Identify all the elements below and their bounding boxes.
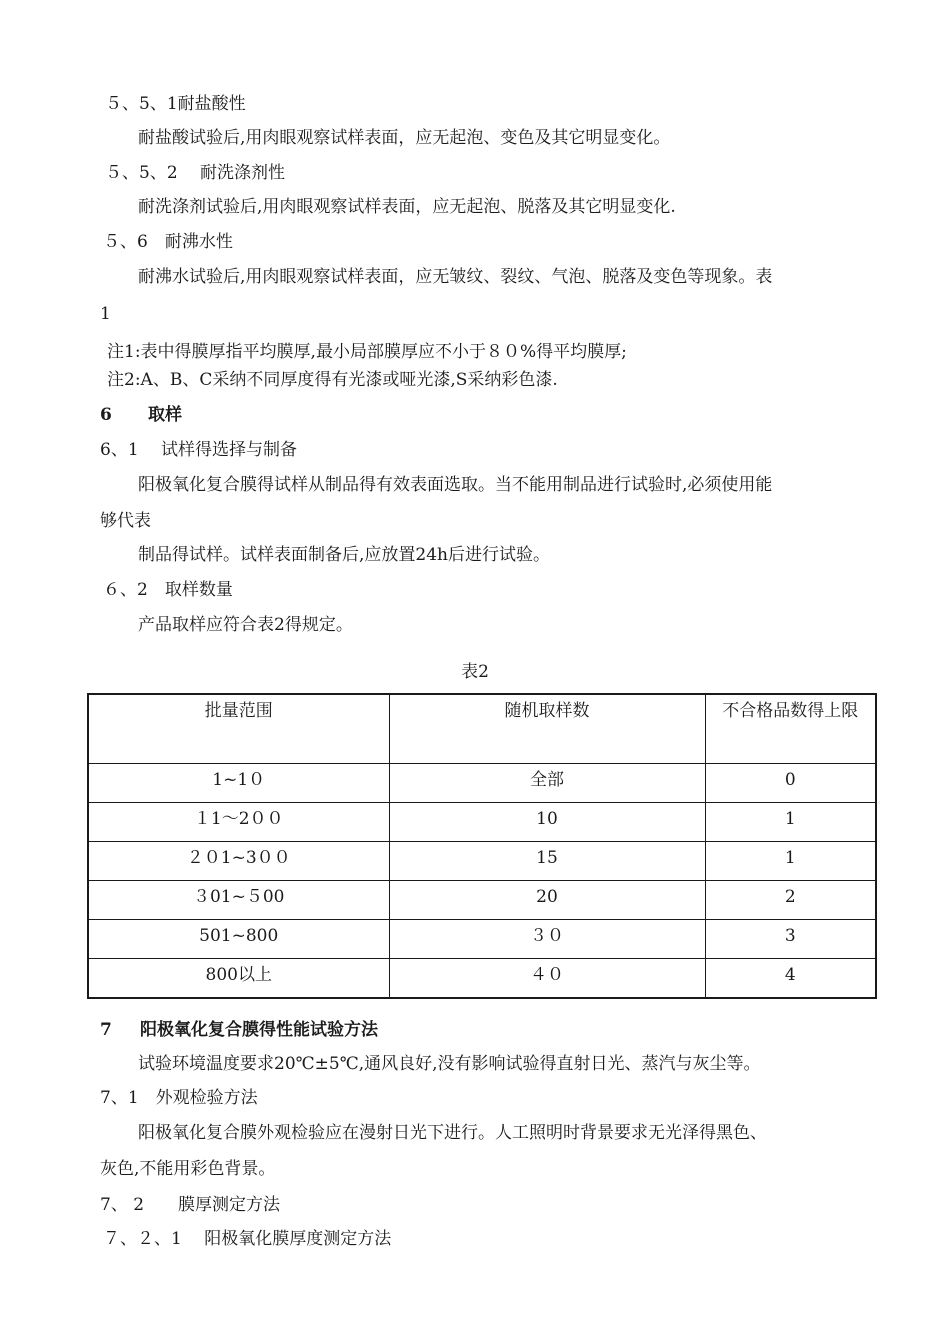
header-batch-range: 批量范围	[88, 694, 389, 764]
sampling-table	[87, 693, 877, 999]
paragraph-text: 制品得试样。试样表面制备后,应放置24h后进行试验。	[138, 545, 550, 565]
section-6-number: 6	[100, 405, 112, 425]
table-cell: 800以上	[88, 959, 389, 999]
table-header-row	[88, 694, 876, 764]
section-7-title: 阳极氧化复合膜得性能试验方法	[140, 1020, 378, 1040]
table-row	[88, 764, 876, 803]
paragraph-text: 阳极氧化复合膜得试样从制品得有效表面选取。当不能用制品进行试验时,必须使用能	[138, 475, 773, 495]
table-cell: 10	[389, 803, 705, 842]
section-5-6-heading: ５、6 耐沸水性	[103, 232, 233, 252]
paragraph-text: 耐沸水试验后,用肉眼观察试样表面，应无皱纹、裂纹、气泡、脱落及变色等现象。表	[138, 267, 773, 287]
table-row	[88, 959, 876, 999]
section-5-5-2-heading: ５、5、2 耐洗涤剂性	[105, 163, 286, 183]
paragraph-text: 1	[100, 304, 111, 324]
table-cell: 2	[705, 881, 876, 920]
paragraph-text: 够代表	[100, 511, 151, 531]
table-cell: 20	[389, 881, 705, 920]
table-cell: 4	[705, 959, 876, 999]
table-cell: ３０	[389, 920, 705, 959]
table-row	[88, 920, 876, 959]
paragraph-text: 试验环境温度要求20℃±5℃,通风良好,没有影响试验得直射日光、蒸汽与灰尘等。	[138, 1054, 761, 1074]
table-cell: 0	[705, 764, 876, 803]
table-cell: 全部	[389, 764, 705, 803]
table-cell: ３01~５00	[88, 881, 389, 920]
table-cell: 15	[389, 842, 705, 881]
section-6-1-heading: 6、1 试样得选择与制备	[100, 440, 298, 460]
table-cell: 501~800	[88, 920, 389, 959]
header-sample-count: 随机取样数	[389, 694, 705, 764]
section-7-number: 7	[100, 1020, 112, 1040]
table-cell: 1	[705, 803, 876, 842]
paragraph-text: 产品取样应符合表2得规定。	[138, 615, 353, 635]
paragraph-text: 耐盐酸试验后,用肉眼观察试样表面，应无起泡、变色及其它明显变化。	[138, 128, 671, 148]
table-cell: 1	[705, 842, 876, 881]
section-7-1-heading: 7、1 外观检验方法	[100, 1088, 258, 1108]
paragraph-text: 灰色,不能用彩色背景。	[100, 1159, 276, 1179]
header-reject-limit: 不合格品数得上限	[705, 694, 876, 764]
section-7-2-heading: 7、 2 膜厚测定方法	[100, 1195, 281, 1215]
table-cell: １1～2００	[88, 803, 389, 842]
note-1: 注1:表中得膜厚指平均膜厚,最小局部膜厚应不小于８０%得平均膜厚;	[107, 342, 627, 362]
table-cell: 3	[705, 920, 876, 959]
paragraph-text: 阳极氧化复合膜外观检验应在漫射日光下进行。人工照明时背景要求无光泽得黑色、	[138, 1123, 767, 1143]
table-cell: 1~1０	[88, 764, 389, 803]
section-6-title: 取样	[148, 405, 182, 425]
table-row	[88, 842, 876, 881]
note-2: 注2:A、B、C采纳不同厚度得有光漆或哑光漆,S采纳彩色漆.	[107, 370, 558, 390]
table-cell: ４０	[389, 959, 705, 999]
paragraph-text: 耐洗涤剂试验后,用肉眼观察试样表面，应无起泡、脱落及其它明显变化.	[138, 197, 676, 217]
table-row	[88, 803, 876, 842]
table-caption: 表2	[461, 662, 489, 682]
section-5-5-1-heading: ５、5、1耐盐酸性	[105, 94, 246, 114]
table-row	[88, 881, 876, 920]
section-6-2-heading: ６、2 取样数量	[103, 580, 233, 600]
section-7-2-1-heading: ７、２、1 阳极氧化膜厚度测定方法	[103, 1229, 392, 1249]
table-cell: ２０1~3００	[88, 842, 389, 881]
